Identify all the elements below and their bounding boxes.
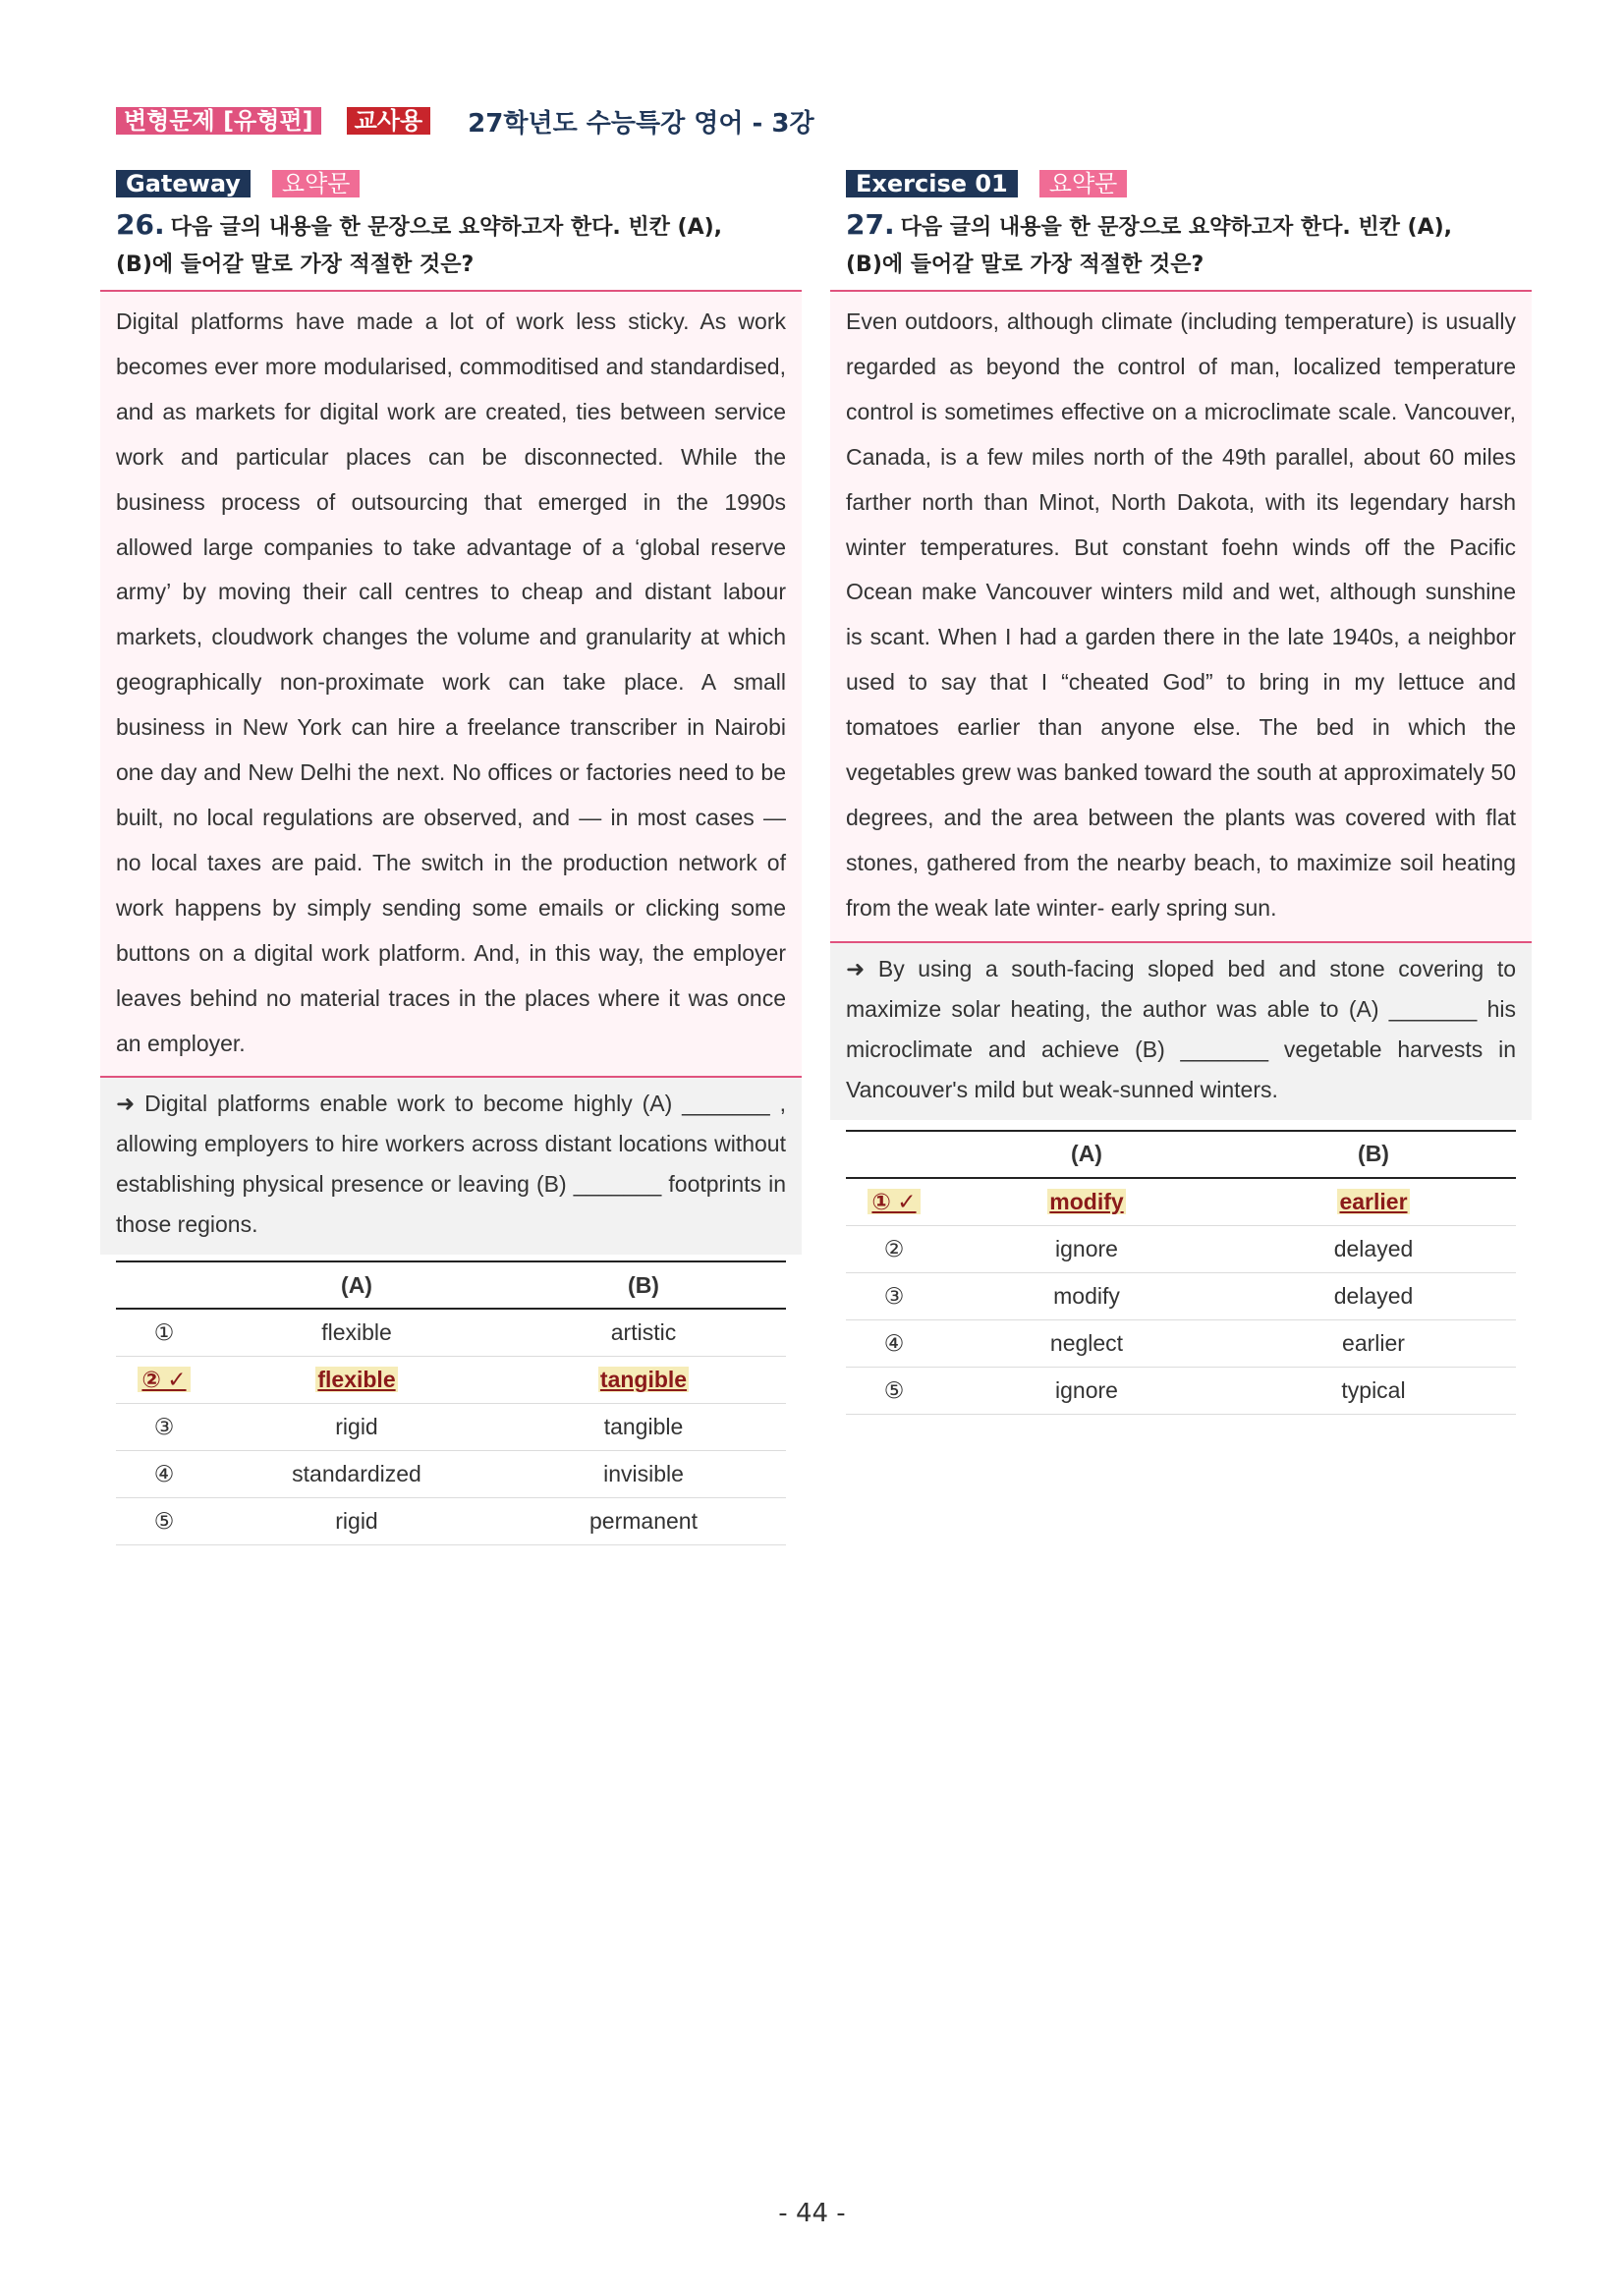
answer-choices-table <box>116 1260 786 1545</box>
choice-number: ② ✓ <box>116 1357 212 1404</box>
choice-a: ignore <box>942 1225 1231 1272</box>
question-prompt <box>830 206 1532 284</box>
choice-row <box>846 1225 1516 1272</box>
choice-b: earlier <box>1231 1178 1516 1226</box>
header-a: (A) <box>212 1261 501 1309</box>
choice-number: ⑤ <box>116 1498 212 1545</box>
choices-body <box>846 1178 1516 1415</box>
choice-b: permanent <box>501 1498 786 1545</box>
choice-row <box>116 1404 786 1451</box>
choice-number: ② <box>846 1225 942 1272</box>
passage-box <box>100 290 802 1078</box>
summary-box <box>830 943 1532 1120</box>
choice-a: neglect <box>942 1319 1231 1367</box>
header-b: (B) <box>1231 1131 1516 1178</box>
question-line-1: 다음 글의 내용을 한 문장으로 요약하고자 한다. 빈칸 (A), <box>170 215 723 240</box>
right-column <box>830 169 1532 1415</box>
choice-row <box>116 1498 786 1545</box>
choice-number: ④ <box>116 1451 212 1498</box>
passage-box <box>830 290 1532 943</box>
choices-body <box>116 1309 786 1545</box>
choice-number: ③ <box>846 1272 942 1319</box>
question-type-badge: 요약문 <box>272 170 361 197</box>
teacher-tag: 교사용 <box>347 107 431 135</box>
header-a: (A) <box>942 1131 1231 1178</box>
question-line-2: (B)에 들어갈 말로 가장 적절한 것은? <box>846 252 1204 277</box>
summary-box <box>100 1078 802 1255</box>
choice-row <box>116 1357 786 1404</box>
question-prompt <box>100 206 802 284</box>
question-number: 26. <box>116 208 165 241</box>
choice-row <box>116 1451 786 1498</box>
choice-row <box>846 1178 1516 1226</box>
choice-number: ③ <box>116 1404 212 1451</box>
passage-text: Even outdoors, although climate (including temperature) is usually regarded as beyond the control of man, localized temperature control is sometimes effective on a microclimate scale. Vancouver, Canada, is a few miles north of the 49th parallel, about 60 miles farther north than Minot, North Dakota, with its legendary harsh winter temperatures. But constant foehn winds off the Pacific Ocean make Vancouver winters mild and wet, although sunshine is scant. When I had a garden there in the late 1940s, a neighbor used to say that I “cheated God” to bring in my lettuce and tomatoes earlier than anyone else. The bed in which the vegetables grew was banked toward the south at approximately 50 degrees, and the area between the plants was covered with flat stones, gathered from the nearby beach, to maximize soil heating from the weak late winter- early spring sun. <box>846 308 1516 921</box>
header-number <box>116 1261 212 1309</box>
table-header-row <box>116 1261 786 1309</box>
section-badges <box>830 169 1532 198</box>
choice-a: standardized <box>212 1451 501 1498</box>
choice-b: delayed <box>1231 1272 1516 1319</box>
choice-b: tangible <box>501 1357 786 1404</box>
choice-number: ⑤ <box>846 1367 942 1414</box>
choice-a: rigid <box>212 1404 501 1451</box>
choice-b: invisible <box>501 1451 786 1498</box>
page-number: - 44 - <box>778 2199 846 2228</box>
question-line-2: (B)에 들어갈 말로 가장 적절한 것은? <box>116 252 475 277</box>
document-title: 27학년도 수능특강 영어 - 3강 <box>468 108 814 139</box>
page-header <box>116 104 814 138</box>
choice-a: flexible <box>212 1309 501 1357</box>
left-column <box>100 169 802 1545</box>
header-number <box>846 1131 942 1178</box>
section-badge: Exercise 01 <box>846 170 1018 197</box>
choice-number: ① <box>116 1309 212 1357</box>
answer-choices-table <box>846 1130 1516 1415</box>
choice-a: ignore <box>942 1367 1231 1414</box>
table-header-row <box>846 1131 1516 1178</box>
passage-text: Digital platforms have made a lot of work less sticky. As work becomes ever more modularised, commoditised and standardised, and as markets for digital work are created, ties between service work and particular places can be disconnected. While the business process of outsourcing that emerged in the 1990s allowed large companies to take advantage of a ‘global reserve army’ by moving their call centres to cheap and distant labour markets, cloudwork changes the volume and granularity at which geographically non-proximate work can take place. A small business in New York can hire a freelance transcriber in Nairobi one day and New Delhi the next. No offices or factories need to be built, no local regulations are observed, and — in most cases — no local taxes are paid. The switch in the production network of work happens by simply sending some emails or clicking some buttons on a digital work platform. And, in this way, the employer leaves behind no material traces in the places where it was once an employer. <box>116 308 786 1056</box>
choice-row <box>846 1319 1516 1367</box>
choice-row <box>846 1272 1516 1319</box>
choice-b: artistic <box>501 1309 786 1357</box>
choice-b: typical <box>1231 1367 1516 1414</box>
choice-b: earlier <box>1231 1319 1516 1367</box>
section-badge: Gateway <box>116 170 251 197</box>
question-line-1: 다음 글의 내용을 한 문장으로 요약하고자 한다. 빈칸 (A), <box>900 215 1453 240</box>
question-type-badge: 요약문 <box>1039 170 1128 197</box>
section-badges <box>100 169 802 198</box>
choice-b: tangible <box>501 1404 786 1451</box>
choice-row <box>846 1367 1516 1414</box>
choice-number: ④ <box>846 1319 942 1367</box>
summary-text: ➜ Digital platforms enable work to become highly (A) _______ , allowing employers to hire workers across distant locations without establishing physical presence or leaving (B) _______ footprints in those regions. <box>116 1091 786 1238</box>
summary-text: ➜ By using a south-facing sloped bed and stone covering to maximize solar heating, the author was able to (A) _______ his microclimate and achieve (B) _______ vegetable harvests in Vancouver's mild but weak-sunned winters. <box>846 955 1516 1102</box>
choice-a: rigid <box>212 1498 501 1545</box>
question-number: 27. <box>846 208 895 241</box>
header-b: (B) <box>501 1261 786 1309</box>
choice-a: flexible <box>212 1357 501 1404</box>
choice-a: modify <box>942 1272 1231 1319</box>
choice-a: modify <box>942 1178 1231 1226</box>
choice-b: delayed <box>1231 1225 1516 1272</box>
type-tag: 변형문제 [유형편] <box>116 107 321 135</box>
choice-number: ① ✓ <box>846 1178 942 1226</box>
choice-row <box>116 1309 786 1357</box>
